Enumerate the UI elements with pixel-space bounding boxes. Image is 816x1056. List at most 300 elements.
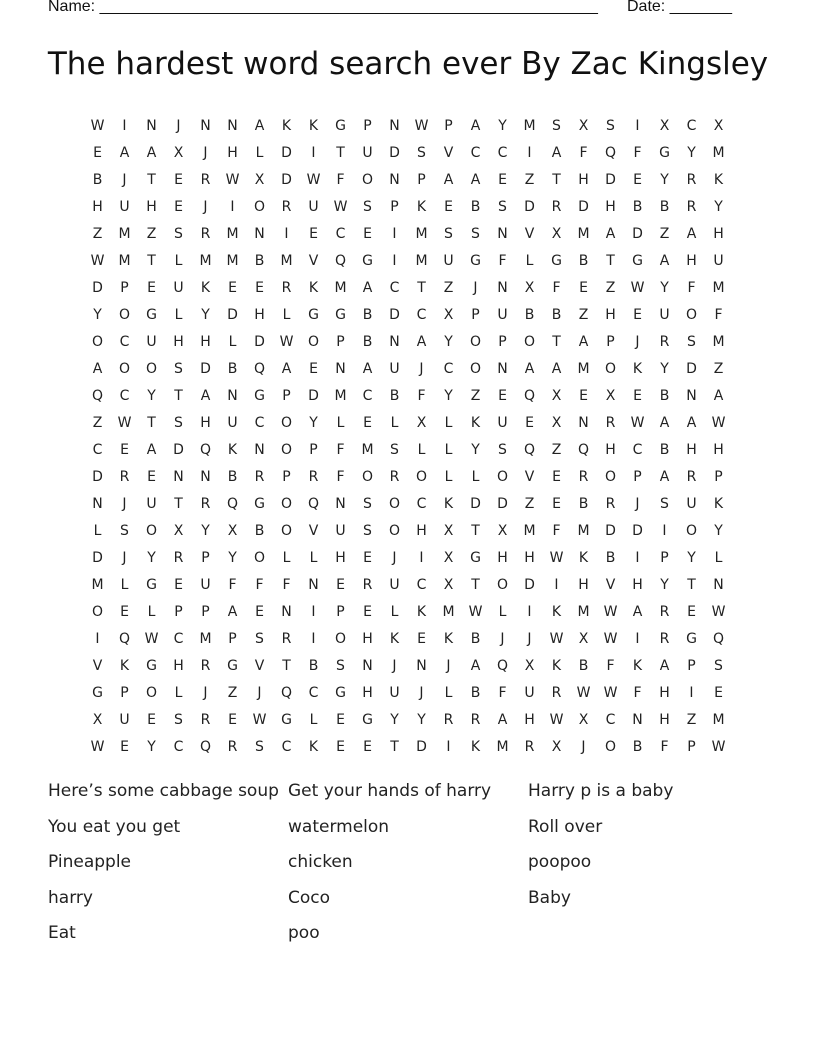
grid-letter: J [122,549,127,566]
grid-letter: Y [498,117,507,134]
grid-letter: B [578,252,589,269]
grid-letter: D [92,279,103,296]
grid-letter: O [280,414,293,431]
word-list-item: Pineapple [48,852,132,872]
grid-letter: Z [524,495,535,512]
grid-letter: E [525,414,534,431]
grid-letter: N [497,360,508,377]
grid-letter: C [686,117,697,134]
grid-letter: O [118,360,131,377]
grid-letter: P [660,549,669,566]
grid-letter: E [174,576,183,593]
grid-letter: W [549,549,564,566]
grid-letter: I [311,603,316,620]
grid-letter: H [713,225,724,242]
grid-letter: H [335,549,346,566]
grid-letter: L [93,522,102,539]
grid-letter: I [635,117,640,134]
grid-row [84,598,732,625]
grid-letter: W [603,603,618,620]
grid-row [84,409,732,436]
grid-letter: S [174,225,183,242]
grid-letter: T [471,522,480,539]
grid-row [84,625,732,652]
grid-letter: R [686,198,697,215]
grid-letter: A [659,468,670,485]
grid-letter: J [635,333,640,350]
grid-letter: R [686,171,697,188]
grid-letter: E [147,468,156,485]
grid-letter: K [308,738,319,755]
grid-letter: P [336,333,345,350]
grid-letter: F [633,144,642,161]
grid-letter: E [309,360,318,377]
grid-letter: X [551,387,562,404]
grid-letter: K [632,360,643,377]
grid-letter: L [282,306,291,323]
grid-letter: S [660,495,669,512]
grid-letter: O [253,549,266,566]
grid-letter: Z [92,414,103,431]
grid-letter: N [200,117,211,134]
grid-letter: B [632,198,643,215]
grid-letter: P [633,468,642,485]
grid-letter: O [604,360,617,377]
grid-letter: F [714,306,723,323]
grid-letter: G [470,549,481,566]
grid-letter: X [443,306,454,323]
grid-letter: G [659,144,670,161]
grid-letter: Y [147,738,156,755]
grid-letter: X [416,414,427,431]
grid-letter: T [336,144,345,161]
grid-letter: E [498,387,507,404]
grid-letter: M [91,576,104,593]
grid-letter: O [145,684,158,701]
word-list-item: You eat you get [48,816,181,837]
grid-row [84,382,732,409]
grid-letter: E [93,144,102,161]
grid-letter: C [173,738,184,755]
grid-letter: B [578,657,589,674]
grid-letter: A [470,171,481,188]
grid-letter: I [230,198,235,215]
grid-letter: N [227,117,238,134]
grid-letter: X [524,279,535,296]
grid-letter: Y [687,549,696,566]
grid-letter: E [120,603,129,620]
grid-letter: Q [523,441,536,458]
grid-row [84,463,732,490]
grid-letter: F [633,684,642,701]
grid-letter: D [389,144,400,161]
grid-letter: X [551,738,562,755]
grid-letter: Y [660,279,669,296]
grid-letter: O [145,522,158,539]
grid-letter: W [333,198,348,215]
grid-letter: Y [660,360,669,377]
grid-letter: E [417,630,426,647]
grid-letter: G [335,684,346,701]
grid-letter: F [660,738,669,755]
grid-letter: C [470,144,481,161]
grid-letter: Z [605,279,616,296]
grid-letter: F [417,387,426,404]
grid-letter: G [254,387,265,404]
grid-letter: E [174,171,183,188]
grid-letter: D [254,333,265,350]
grid-letter: E [444,198,453,215]
grid-letter: E [363,549,372,566]
grid-letter: F [336,171,345,188]
grid-row [84,544,732,571]
grid-letter: D [281,171,292,188]
grid-letter: A [146,144,157,161]
grid-letter: B [470,630,481,647]
grid-letter: K [551,603,562,620]
grid-letter: S [174,360,183,377]
grid-letter: X [173,522,184,539]
grid-letter: Y [147,549,156,566]
grid-letter: U [362,144,373,161]
grid-letter: L [444,684,453,701]
grid-letter: E [363,603,372,620]
grid-letter: X [497,522,508,539]
grid-letter: B [632,738,643,755]
grid-letter: G [551,252,562,269]
grid-letter: G [362,252,373,269]
word-list [48,779,768,957]
grid-letter: K [227,441,238,458]
grid-letter: S [471,225,480,242]
grid-letter: P [120,279,129,296]
grid-letter: S [687,333,696,350]
grid-letter: X [551,225,562,242]
grid-letter: G [308,306,319,323]
grid-letter: A [578,333,589,350]
grid-letter: Q [712,630,725,647]
grid-letter: K [281,117,292,134]
grid-row [84,571,732,598]
grid-letter: F [498,252,507,269]
grid-letter: N [281,603,292,620]
grid-letter: L [390,603,399,620]
word-list-item: poopoo [528,852,592,872]
grid-letter: H [605,198,616,215]
grid-letter: L [120,576,129,593]
grid-letter: S [363,198,372,215]
grid-letter: N [713,576,724,593]
grid-letter: W [90,738,105,755]
grid-letter: I [635,549,640,566]
grid-letter: O [280,441,293,458]
grid-letter: F [552,522,561,539]
grid-letter: O [361,171,374,188]
grid-letter: D [524,198,535,215]
grid-letter: S [174,414,183,431]
grid-letter: A [443,171,454,188]
grid-letter: U [443,252,454,269]
grid-letter: L [309,711,318,728]
grid-letter: C [632,441,643,458]
grid-letter: P [363,117,372,134]
grid-letter: G [146,306,157,323]
grid-letter: G [227,657,238,674]
grid-letter: I [122,117,127,134]
grid-letter: A [200,387,211,404]
grid-letter: J [122,171,127,188]
grid-letter: G [362,711,373,728]
grid-letter: G [254,495,265,512]
grid-letter: A [659,657,670,674]
grid-letter: F [606,657,615,674]
grid-letter: U [713,252,724,269]
grid-letter: J [473,279,478,296]
grid-letter: U [200,576,211,593]
grid-letter: M [577,225,590,242]
grid-letter: C [173,630,184,647]
grid-letter: U [389,684,400,701]
word-list-item: Roll over [528,816,603,837]
grid-letter: J [392,657,397,674]
grid-letter: U [389,360,400,377]
grid-letter: T [606,252,615,269]
grid-letter: M [712,144,725,161]
grid-letter: R [470,711,481,728]
word-list-item: Coco [288,887,331,908]
grid-letter: A [659,252,670,269]
grid-letter: P [606,333,615,350]
grid-letter: E [714,684,723,701]
grid-letter: N [686,387,697,404]
grid-letter: Z [713,360,724,377]
grid-letter: K [308,279,319,296]
grid-letter: R [605,414,616,431]
grid-letter: B [659,387,670,404]
grid-letter: M [712,711,725,728]
grid-letter: T [552,171,561,188]
grid-letter: E [633,387,642,404]
grid-letter: R [308,468,319,485]
grid-letter: A [605,225,616,242]
grid-letter: D [92,468,103,485]
grid-letter: L [174,306,183,323]
grid-letter: D [200,360,211,377]
grid-letter: D [227,306,238,323]
grid-letter: J [419,684,424,701]
grid-letter: Y [390,711,399,728]
grid-letter: H [416,522,427,539]
grid-letter: I [554,576,559,593]
grid-letter: C [92,441,103,458]
grid-letter: Y [660,576,669,593]
grid-letter: Z [524,171,535,188]
grid-letter: M [199,252,212,269]
grid-letter: Q [91,387,104,404]
grid-letter: B [92,171,103,188]
grid-letter: Z [578,306,589,323]
grid-letter: M [496,738,509,755]
grid-letter: X [659,117,670,134]
grid-letter: B [551,306,562,323]
grid-letter: O [496,468,509,485]
grid-letter: W [414,117,429,134]
grid-letter: I [662,522,667,539]
grid-letter: H [686,441,697,458]
grid-letter: O [496,576,509,593]
grid-letter: L [228,333,237,350]
grid-letter: D [308,387,319,404]
grid-letter: C [362,387,373,404]
grid-letter: R [551,684,562,701]
grid-letter: Z [659,225,670,242]
grid-letter: O [334,630,347,647]
grid-letter: M [523,522,536,539]
grid-letter: W [225,171,240,188]
grid-row [84,301,732,328]
grid-letter: R [281,198,292,215]
grid-letter: X [443,549,454,566]
grid-letter: X [227,522,238,539]
grid-letter: J [203,144,208,161]
grid-letter: R [200,171,211,188]
grid-letter: R [362,576,373,593]
grid-letter: Y [201,306,210,323]
grid-letter: D [605,171,616,188]
grid-letter: J [176,117,181,134]
grid-letter: I [527,603,532,620]
grid-letter: S [363,495,372,512]
grid-letter: W [630,414,645,431]
grid-letter: H [227,144,238,161]
grid-letter: T [552,333,561,350]
grid-letter: H [173,333,184,350]
grid-letter: R [200,495,211,512]
grid-letter: B [254,252,265,269]
grid-letter: D [497,495,508,512]
grid-letter: E [552,495,561,512]
grid-letter: S [498,198,507,215]
grid-letter: E [120,738,129,755]
grid-letter: Z [551,441,562,458]
grid-letter: E [633,171,642,188]
grid-letter: L [714,549,723,566]
grid-letter: U [146,495,157,512]
grid-letter: B [659,198,670,215]
grid-letter: P [714,468,723,485]
grid-letter: F [255,576,264,593]
grid-letter: A [524,360,535,377]
grid-letter: S [498,441,507,458]
grid-letter: L [282,549,291,566]
grid-letter: D [578,198,589,215]
grid-letter: E [363,225,372,242]
grid-letter: S [120,522,129,539]
grid-letter: T [147,414,156,431]
grid-letter: X [92,711,103,728]
grid-letter: K [308,117,319,134]
grid-letter: M [415,252,428,269]
grid-letter: P [228,630,237,647]
grid-letter: R [200,225,211,242]
grid-letter: C [605,711,616,728]
grid-letter: A [416,333,427,350]
grid-letter: N [308,576,319,593]
grid-letter: W [549,630,564,647]
grid-letter: R [686,468,697,485]
grid-letter: Q [307,495,320,512]
grid-letter: B [470,198,481,215]
grid-letter: I [635,630,640,647]
grid-letter: W [90,117,105,134]
grid-letter: A [227,603,238,620]
grid-letter: X [578,711,589,728]
grid-letter: K [119,657,130,674]
grid-letter: M [523,117,536,134]
grid-letter: X [578,117,589,134]
grid-letter: B [524,306,535,323]
grid-letter: P [471,306,480,323]
grid-letter: J [122,495,127,512]
grid-letter: Q [253,360,266,377]
grid-letter: H [146,198,157,215]
grid-letter: D [632,522,643,539]
grid-letter: O [280,522,293,539]
grid-letter: L [525,252,534,269]
grid-letter: P [498,333,507,350]
grid-letter: S [552,117,561,134]
grid-letter: A [146,441,157,458]
grid-letter: O [253,198,266,215]
grid-letter: H [659,684,670,701]
grid-letter: Q [577,441,590,458]
grid-letter: Z [227,684,238,701]
grid-letter: L [444,441,453,458]
grid-letter: O [415,468,428,485]
grid-letter: I [527,144,532,161]
grid-letter: P [309,441,318,458]
grid-letter: Y [660,171,669,188]
grid-letter: O [91,603,104,620]
grid-letter: Q [199,441,212,458]
grid-letter: M [577,360,590,377]
grid-letter: S [714,657,723,674]
grid-letter: N [254,225,265,242]
grid-letter: R [659,603,670,620]
grid-letter: V [443,144,454,161]
grid-letter: A [551,144,562,161]
grid-letter: D [281,144,292,161]
grid-letter: N [92,495,103,512]
grid-letter: N [578,414,589,431]
grid-letter: A [686,414,697,431]
grid-letter: E [552,468,561,485]
grid-letter: H [200,333,211,350]
grid-letter: M [361,441,374,458]
grid-letter: R [200,711,211,728]
grid-letter: W [711,603,726,620]
grid-letter: G [686,630,697,647]
grid-letter: E [120,441,129,458]
grid-letter: L [417,441,426,458]
grid-row [84,436,732,463]
grid-letter: N [146,117,157,134]
grid-letter: H [578,171,589,188]
grid-letter: Y [444,333,453,350]
grid-letter: R [200,657,211,674]
grid-letter: K [632,657,643,674]
grid-letter: N [362,657,373,674]
